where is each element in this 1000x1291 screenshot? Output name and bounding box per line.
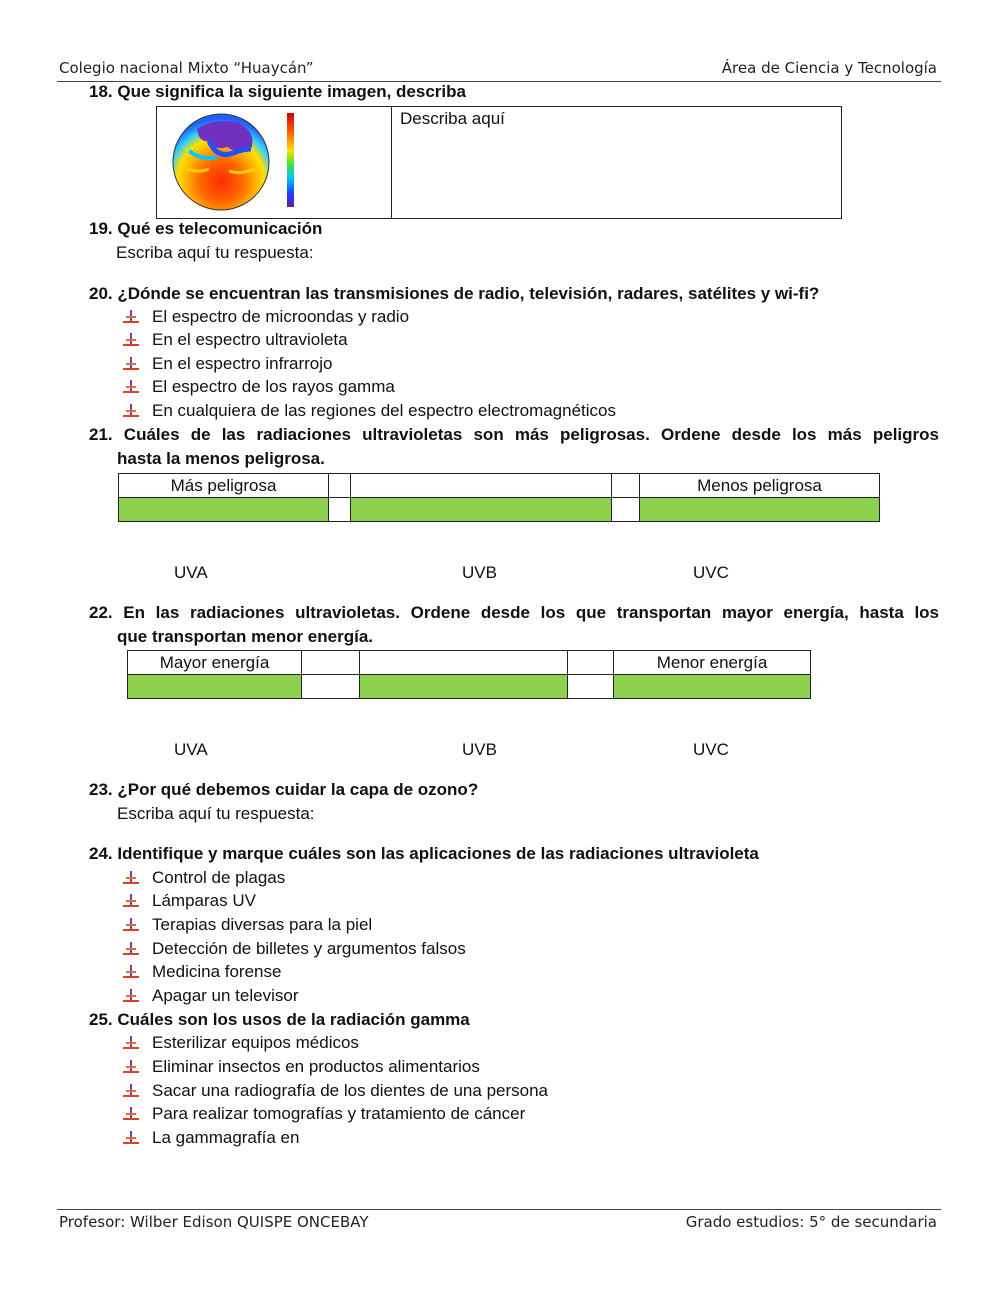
q21-choice-uva[interactable]: UVA (174, 563, 208, 582)
question-24: 24. Identifique y marque cuáles son las aplicaciones de las radiaciones ultravioleta (89, 844, 759, 863)
header-area: Área de Ciencia y Tecnología (721, 59, 937, 77)
q21-order-table (118, 473, 880, 522)
bullet-icon (123, 1107, 139, 1123)
q22-drop-zone-2[interactable] (360, 675, 568, 699)
bullet-icon (123, 918, 139, 934)
footer-teacher: Profesor: Wilber Edison QUISPE ONCEBAY (59, 1213, 369, 1231)
q25-option-5[interactable]: La gammagrafía en (152, 1128, 300, 1147)
bullet-icon (123, 333, 139, 349)
q21-drop-zone-2[interactable] (351, 498, 612, 522)
bullet-icon (123, 965, 139, 981)
q25-option-4[interactable]: Para realizar tomografías y tratamiento de cáncer (152, 1104, 526, 1123)
q22-choice-uvc[interactable]: UVC (693, 740, 729, 759)
q18-answer-field[interactable]: Describa aquí (400, 109, 505, 128)
question-19: 19. Qué es telecomunicación (89, 219, 323, 238)
question-20: 20. ¿Dónde se encuentran las transmisiones de radio, televisión, radares, satélites y wi-fi? (89, 284, 820, 303)
question-22-line2: que transportan menor energía. (117, 627, 373, 646)
bullet-icon (123, 942, 139, 958)
q21-gap-cell (329, 498, 351, 522)
question-23: 23. ¿Por qué debemos cuidar la capa de ozono? (89, 780, 479, 799)
bullet-icon (123, 1084, 139, 1100)
q21-choice-uvb[interactable]: UVB (462, 563, 497, 582)
question-25: 25. Cuáles son los usos de la radiación gamma (89, 1010, 470, 1029)
q18-table (156, 106, 842, 219)
q20-option-4[interactable]: El espectro de los rayos gamma (152, 377, 395, 396)
q20-option-3[interactable]: En el espectro infrarrojo (152, 354, 333, 373)
q24-option-2[interactable]: Lámparas UV (152, 891, 256, 910)
bullet-icon (123, 1060, 139, 1076)
q25-option-1[interactable]: Esterilizar equipos médicos (152, 1033, 359, 1052)
bullet-icon (123, 989, 139, 1005)
q22-choice-uva[interactable]: UVA (174, 740, 208, 759)
footer-rule (57, 1209, 941, 1210)
q25-option-2[interactable]: Eliminar insectos en productos alimentarios (152, 1057, 480, 1076)
q21-header-right: Menos peligrosa (640, 474, 880, 498)
bullet-icon (123, 894, 139, 910)
q23-answer-field[interactable]: Escriba aquí tu respuesta: (117, 804, 315, 823)
bullet-icon (123, 1131, 139, 1147)
q18-divider (391, 107, 392, 218)
q21-gap-cell (329, 474, 351, 498)
ozone-map-image (169, 111, 309, 218)
question-22-line1: 22. En las radiaciones ultravioletas. Ordene desde los que transportan mayor energía, hasta los (89, 603, 939, 622)
q24-option-5[interactable]: Medicina forense (152, 962, 282, 981)
q20-option-1[interactable]: El espectro de microondas y radio (152, 307, 410, 326)
q20-option-5[interactable]: En cualquiera de las regiones del espectro electromagnéticos (152, 401, 616, 420)
q22-choice-uvb[interactable]: UVB (462, 740, 497, 759)
q21-drop-zone-1[interactable] (119, 498, 329, 522)
q22-gap-cell (568, 675, 614, 699)
question-18: 18. Que significa la siguiente imagen, describa (89, 82, 466, 101)
q22-gap-cell (302, 675, 360, 699)
q21-gap-cell (612, 474, 640, 498)
q19-answer-field[interactable]: Escriba aquí tu respuesta: (116, 243, 314, 262)
q21-header-left: Más peligrosa (119, 474, 329, 498)
question-21-line2: hasta la menos peligrosa. (117, 449, 325, 468)
footer-grade: Grado estudios: 5° de secundaria (685, 1213, 937, 1231)
q21-gap-cell (612, 498, 640, 522)
bullet-icon (123, 1036, 139, 1052)
q22-header-right: Menor energía (614, 651, 811, 675)
bullet-icon (123, 310, 139, 326)
q24-option-3[interactable]: Terapias diversas para la piel (152, 915, 373, 934)
question-21-line1: 21. Cuáles de las radiaciones ultravioletas son más peligrosas. Ordene desde los más peligros (89, 425, 939, 444)
q21-header-middle (351, 474, 612, 498)
q21-drop-zone-3[interactable] (640, 498, 880, 522)
q24-option-4[interactable]: Detección de billetes y argumentos falsos (152, 939, 466, 958)
q20-option-2[interactable]: En el espectro ultravioleta (152, 330, 348, 349)
bullet-icon (123, 357, 139, 373)
q25-option-3[interactable]: Sacar una radiografía de los dientes de una persona (152, 1081, 548, 1100)
q21-choice-uvc[interactable]: UVC (693, 563, 729, 582)
q22-drop-zone-1[interactable] (128, 675, 302, 699)
q22-drop-zone-3[interactable] (614, 675, 811, 699)
q22-gap-cell (302, 651, 360, 675)
q22-header-left: Mayor energía (128, 651, 302, 675)
header-school: Colegio nacional Mixto “Huaycán” (59, 59, 314, 77)
q22-gap-cell (568, 651, 614, 675)
q24-option-1[interactable]: Control de plagas (152, 868, 286, 887)
q24-option-6[interactable]: Apagar un televisor (152, 986, 299, 1005)
bullet-icon (123, 871, 139, 887)
bullet-icon (123, 404, 139, 420)
q22-header-middle (360, 651, 568, 675)
bullet-icon (123, 380, 139, 396)
q22-order-table (127, 650, 811, 699)
